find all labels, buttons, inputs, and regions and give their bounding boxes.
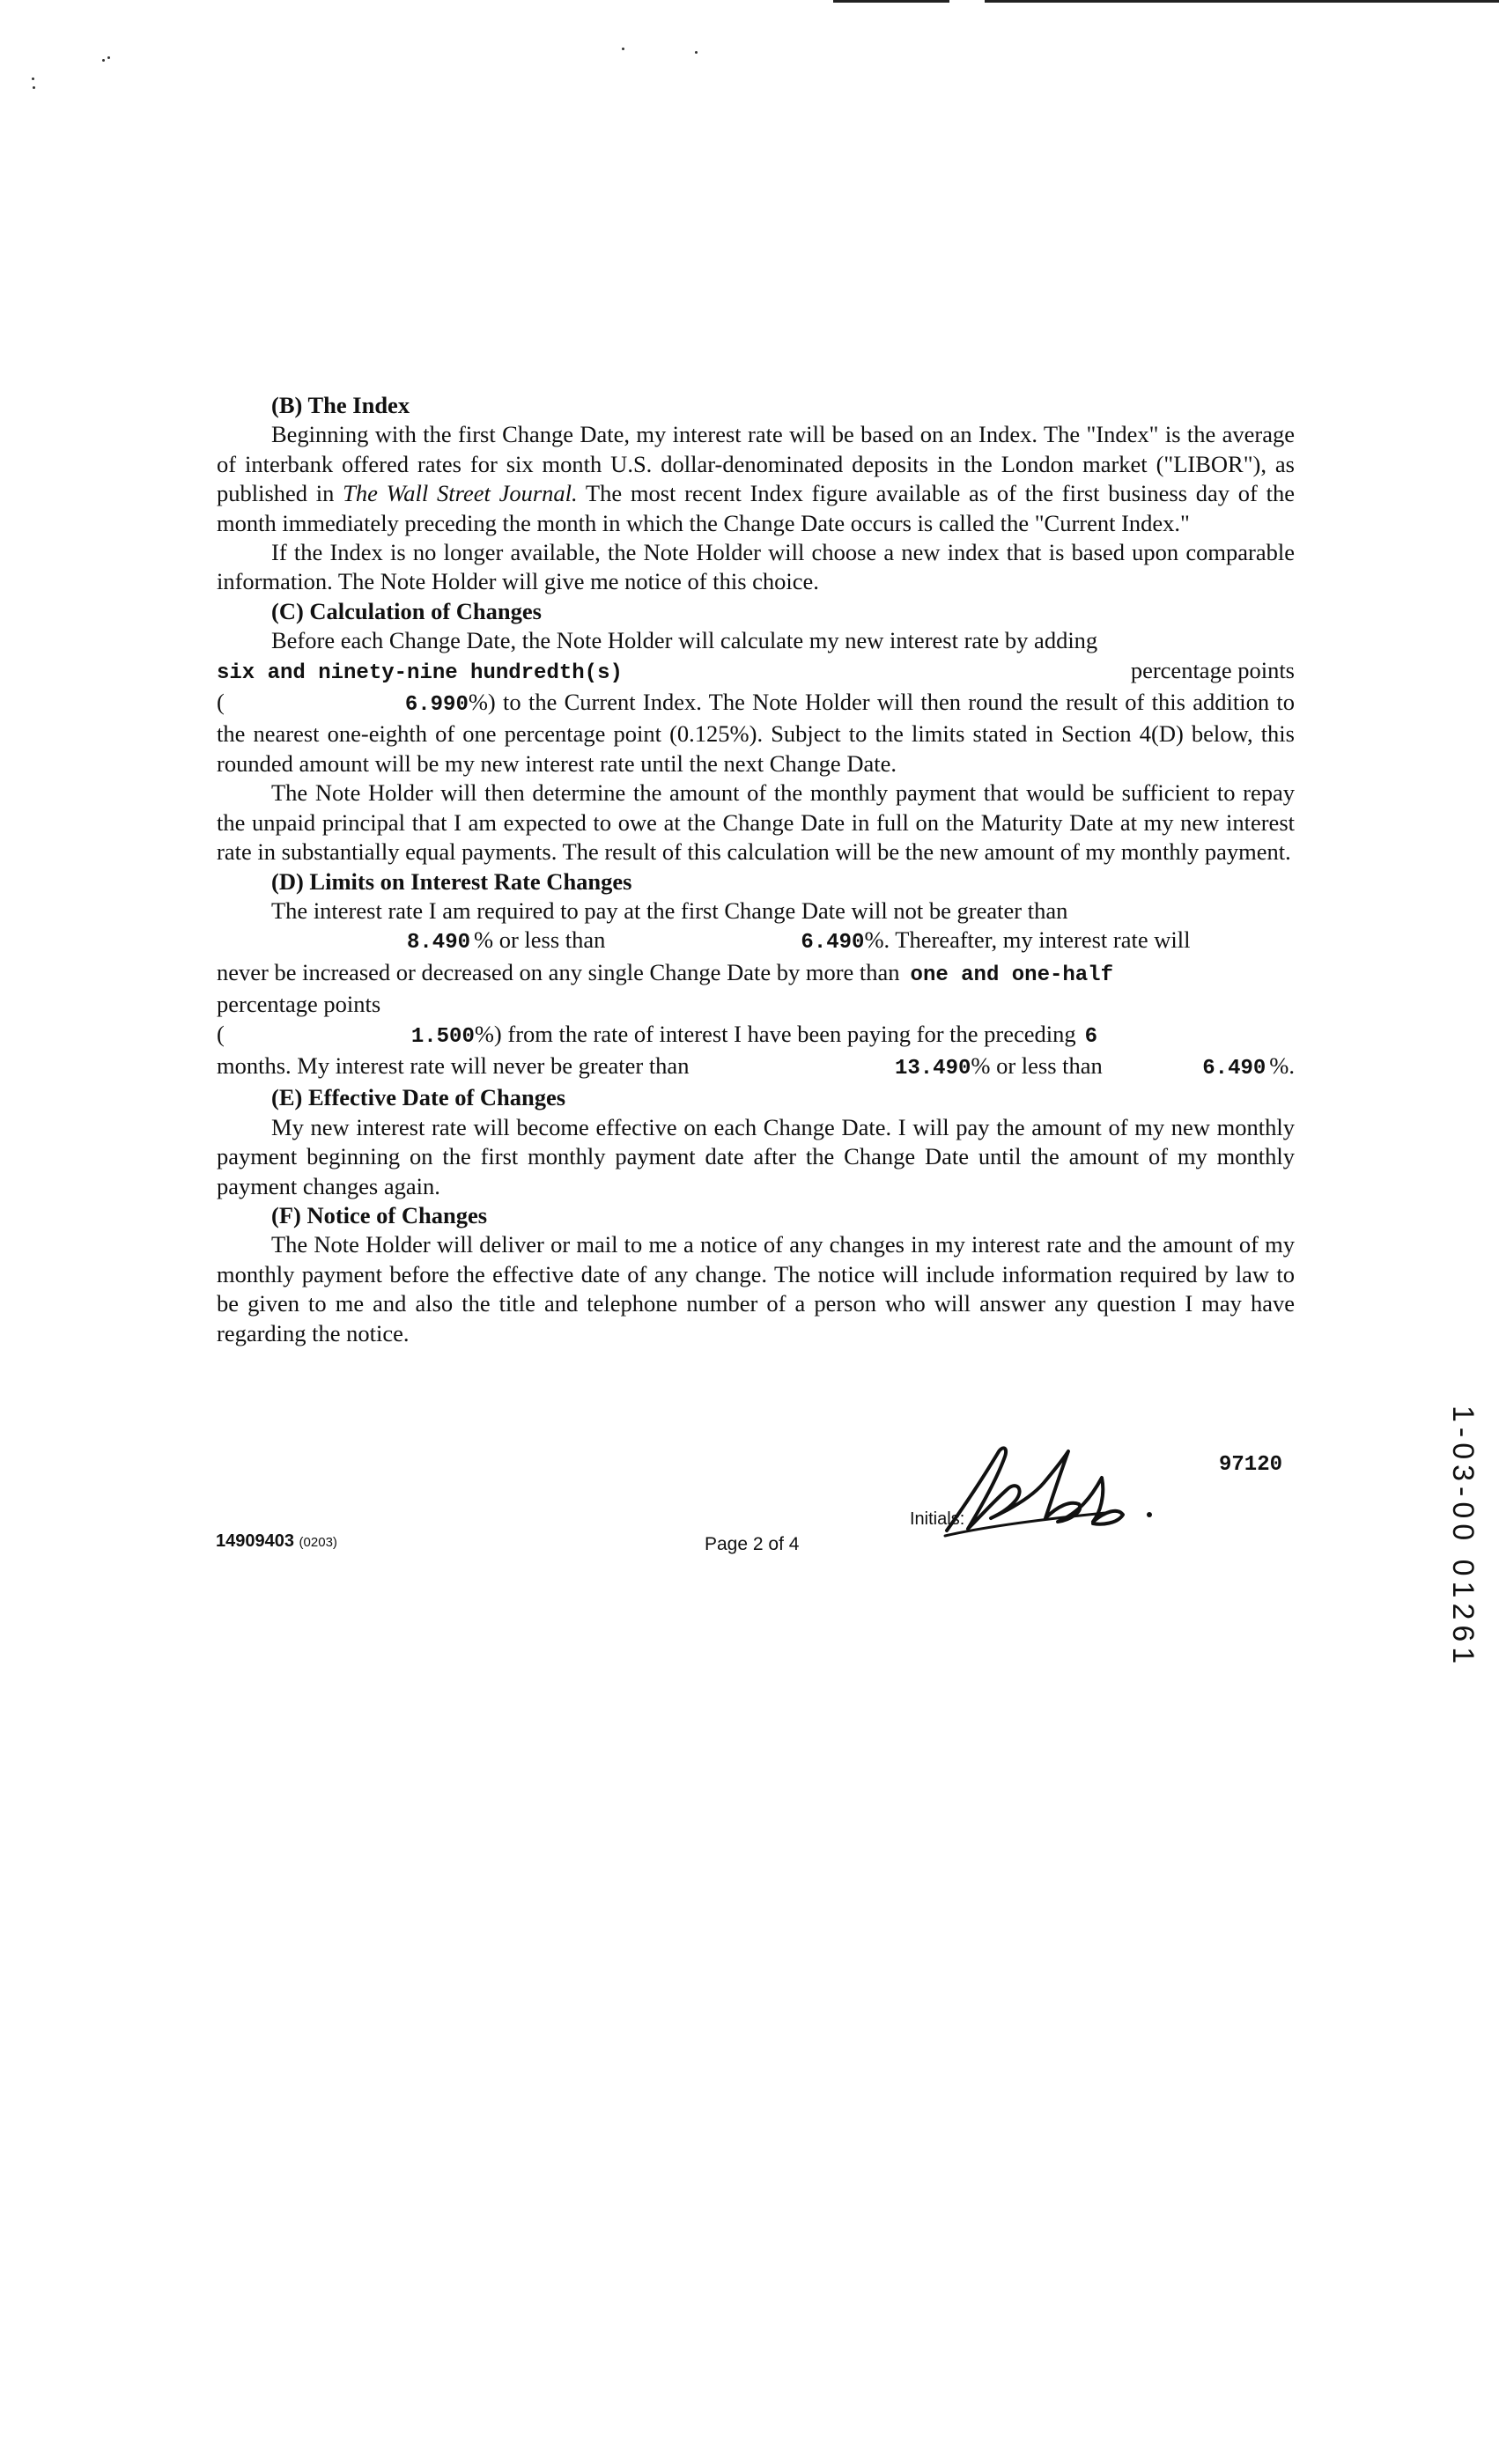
- text-run: %) from the rate of interest I have been paying for the preceding: [474, 1020, 1076, 1047]
- form-number-value: 14909403: [216, 1531, 294, 1551]
- periodic-percent-line: [217, 1020, 1295, 1051]
- periodic-percent-left: [217, 1020, 1097, 1051]
- lifetime-limits-line: [217, 1051, 1295, 1083]
- section-e-heading: (E) Effective Date of Changes: [271, 1084, 566, 1111]
- side-stamp-text: 1-03-00 01261: [1446, 1405, 1480, 1670]
- open-paren: (: [217, 689, 225, 716]
- first-change-min-rate: 6.490: [801, 931, 865, 955]
- top-scan-rule-gap: [949, 0, 985, 3]
- lifetime-min-rate: 6.490: [1202, 1056, 1266, 1081]
- note-body: [217, 391, 1295, 1348]
- first-change-limits-line: [217, 926, 1295, 957]
- section-f-heading: (F) Notice of Changes: [271, 1201, 488, 1228]
- section-b-paragraph-2: If the Index is no longer available, the Note Holder will choose a new index that is based upon comparable information. The Note Holder will give me notice of this choice.: [217, 539, 1295, 595]
- form-revision: (0203): [299, 1535, 337, 1550]
- periodic-limit-line: [217, 958, 1295, 990]
- section-e-paragraph-1: My new interest rate will become effective on each Change Date. I will pay the amount of my new monthly payment beginning on the first monthly payment date after the Change Date until the amount of my monthly payment changes again.: [217, 1113, 1295, 1199]
- top-scan-rule: [833, 0, 1499, 3]
- periodic-limit-in-words: one and one-half: [910, 963, 1113, 987]
- lifetime-max-group: [895, 1051, 1103, 1083]
- text-run: %) to the Current Index. The Note Holder will then round the result of this addition to the nearest one-eighth of one percentage point (0.125%). Subject to the limits stated in Section 4(D) below, this rounded amount will be my new interest rate until the next Change Date.: [217, 689, 1295, 777]
- text-run: Beginning with the first Change Date, my interest rate will be based on an Index. The "Index" is the average of interbank offered rates for six month U.S. dollar-denominated deposits in the London market ("LIBOR"), as published in: [217, 421, 1295, 507]
- initials-signature: [929, 1427, 1158, 1541]
- form-number: [216, 1531, 337, 1552]
- text-run: never be increased or decreased on any single Change Date by more than: [217, 958, 900, 985]
- text-run: The most recent Index figure available as of the first business day of the month immediately preceding the month in which the Change Date occurs is called the "Current Index.": [217, 480, 1295, 536]
- preceding-months: 6: [1084, 1024, 1098, 1049]
- text-run: %. Thereafter, my interest rate will: [864, 926, 1191, 954]
- margin-in-words: six and ninety-nine hundredth(s): [217, 660, 623, 685]
- first-change-limits-left: [217, 926, 1190, 957]
- section-b-heading: (B) The Index: [271, 392, 410, 418]
- scan-speck: [695, 51, 698, 54]
- scan-speck: [32, 77, 34, 80]
- page-number: Page 2 of 4: [705, 1534, 800, 1554]
- periodic-limit-percent: 1.500: [410, 1024, 475, 1049]
- section-c-paragraph-1-intro: Before each Change Date, the Note Holder will calculate my new interest rate by adding: [271, 627, 1098, 654]
- first-change-max-rate: 8.490: [407, 931, 471, 955]
- text-run: %.: [1269, 1051, 1295, 1079]
- text-run: % or less than: [971, 1051, 1103, 1079]
- section-f-paragraph-1: The Note Holder will deliver or mail to me a notice of any changes in my interest rate and the amount of my monthly payment before the effective date of any change. The notice will include information required by law to be given to me and also the title and telephone number of a person who will answer any question I may have regarding the notice.: [217, 1231, 1295, 1346]
- percentage-points-label: percentage points: [1130, 656, 1295, 683]
- open-paren: (: [217, 1020, 225, 1047]
- scan-speck: [622, 48, 624, 50]
- section-c-heading: (C) Calculation of Changes: [271, 597, 542, 624]
- loan-number: 97120: [1219, 1453, 1283, 1477]
- side-recording-stamp: [1444, 1405, 1480, 1678]
- scan-speck: [33, 86, 35, 89]
- scan-speck: [102, 59, 105, 62]
- section-d-heading: (D) Limits on Interest Rate Changes: [271, 867, 632, 895]
- scan-speck: [107, 56, 110, 59]
- section-c-paragraph-2: The Note Holder will then determine the amount of the monthly payment that would be sufficient to repay the unpaid principal that I am expected to owe at the Change Date in full on the Maturity Date at my new interest rate in substantially equal payments. The result of this calculation will be the new amount of my monthly payment.: [217, 779, 1295, 866]
- section-c-paragraph-1-rest: [217, 688, 1295, 778]
- publication-name: The Wall Street Journal.: [343, 480, 578, 507]
- percentage-points-label-2: percentage points: [217, 991, 381, 1018]
- initials-label: Initials:: [910, 1509, 965, 1529]
- margin-line: [217, 656, 1295, 688]
- section-b-paragraph-1: [217, 420, 1295, 538]
- lifetime-min-group: [1202, 1051, 1295, 1083]
- lifetime-max-rate: 13.490: [894, 1056, 971, 1081]
- text-run: months. My interest rate will never be greater than: [217, 1051, 690, 1079]
- margin-percent: 6.990: [404, 693, 469, 718]
- text-run: % or less than: [474, 926, 606, 954]
- section-d-paragraph-1-intro: The interest rate I am required to pay at the first Change Date will not be greater than: [271, 896, 1068, 924]
